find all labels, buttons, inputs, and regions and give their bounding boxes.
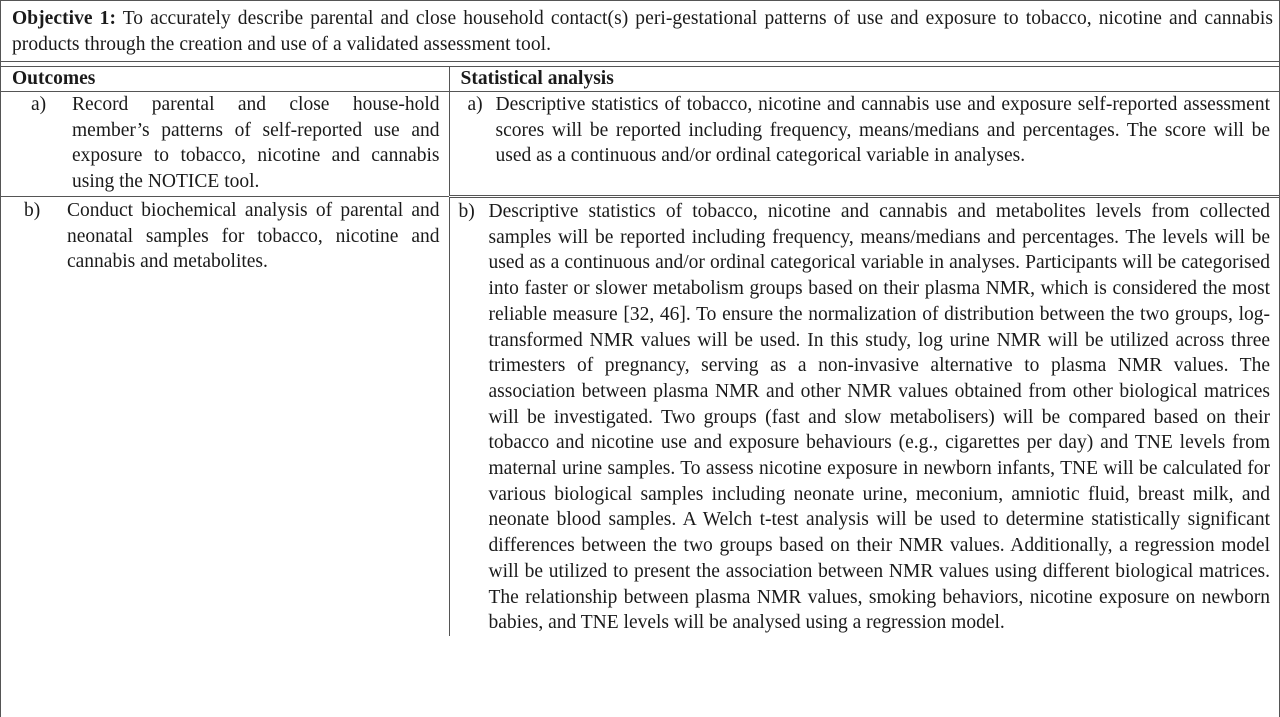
outcome-text-b: Conduct biochemical analysis of parental and neonatal samples for tobacco, nicotine and cannabis and metabolites. — [67, 200, 440, 273]
outcome-marker-a: a) — [31, 94, 47, 115]
analysis-marker-b: b) — [458, 201, 475, 222]
table-header-row — [1, 67, 1279, 92]
header-statistical-analysis: Statistical analysis — [449, 67, 1279, 92]
analysis-cell-a — [449, 92, 1279, 197]
objective-label: Objective 1: — [12, 8, 116, 29]
header-outcomes: Outcomes — [1, 67, 449, 92]
outcome-cell-a — [1, 92, 449, 197]
outcomes-analysis-table — [1, 67, 1279, 636]
objective-text: To accurately describe parental and close household contact(s) peri-gestational patterns of use and exposure to tobacco, nicotine and cannabis products through the creation and use of a validated assessment tool. — [12, 8, 1273, 55]
table-row — [1, 197, 1279, 636]
outcome-cell-b — [1, 197, 449, 636]
analysis-text-b: Descriptive statistics of tobacco, nicotine and cannabis and metabolites levels from collected samples will be reported including frequency, means/medians and percentages. The levels will be used as a continuous and/or ordinal categorical variable in analyses. Participants will be categorised into faster or slower metabolism groups based on their plasma NMR, which is considered the most reliable measure [32, 46]. To ensure the normalization of distribution between the two groups, log-transformed NMR values will be used. In this study, log urine NMR will be utilized across three trimesters of pregnancy, serving as a non-invasive alternative to plasma NMR values. The association between plasma NMR and other NMR values obtained from other biological matrices will be investigated. Two groups (fast and slow metabolisers) will be compared based on their tobacco and nicotine use and exposure behaviours (e.g., cigarettes per day) and TNE levels from maternal urine samples. To assess nicotine exposure in newborn infants, TNE will be calculated for various biological samples including neonate urine, meconium, amniotic fluid, breast milk, and neonate blood samples. A Welch t-test analysis will be used to determine statistically significant differences between the two groups based on their NMR values. Additionally, a regression model will be utilized to present the association between NMR values using different biological matrices. The relationship between plasma NMR values, smoking behaviors, nicotine exposure on newborn babies, and TNE levels will be analysed using a regression model. — [488, 201, 1270, 634]
objective-block — [1, 1, 1279, 62]
outcome-marker-b: b) — [24, 200, 41, 221]
table-row — [1, 92, 1279, 197]
analysis-cell-b — [449, 197, 1279, 636]
analysis-text-a: Descriptive statistics of tobacco, nicotine and cannabis use and exposure self-reported assessment scores will be reported including frequency, means/medians and percentages. The score will be used as a continuous and/or ordinal categorical variable in analyses. — [495, 94, 1270, 167]
outcome-text-a: Record parental and close house-hold member’s patterns of self-reported use and exposure to tobacco, nicotine and cannabis using the NOTICE tool. — [72, 94, 440, 192]
analysis-marker-a: a) — [467, 94, 483, 115]
